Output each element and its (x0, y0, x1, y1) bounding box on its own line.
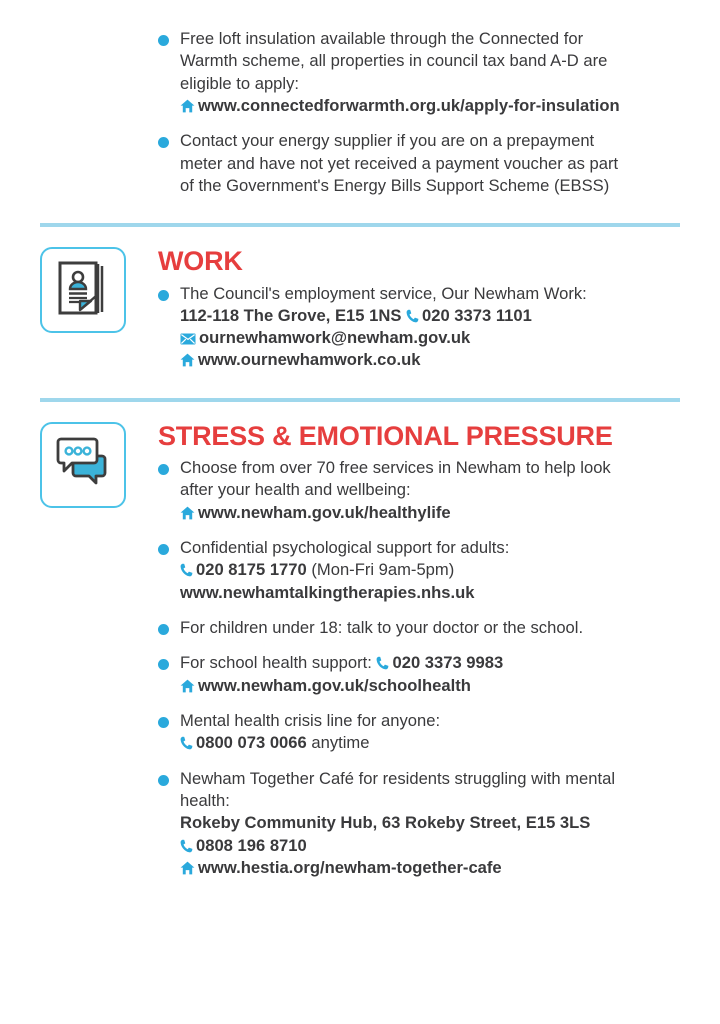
bullet-line (180, 73, 680, 95)
section-stress (0, 402, 720, 879)
line-text: Newham Together Café for residents struggling with mental (180, 768, 616, 788)
bullet-item (158, 652, 680, 697)
bullet-line (180, 559, 680, 581)
stress-title: STRESS & EMOTIONAL PRESSURE (158, 420, 613, 451)
line-text: Contact your energy supplier if you are on a prepayment (180, 131, 595, 151)
bullet-line (180, 812, 680, 834)
bullet-dot-icon (158, 464, 169, 475)
bullet-line (180, 457, 680, 479)
line-text: For school health support: (180, 653, 372, 673)
line-text: For children under 18: talk to your doctor or the school. (180, 618, 584, 637)
bullet-line (180, 327, 680, 349)
bullet-line (180, 305, 680, 327)
work-icon-column (40, 233, 158, 333)
bullet-line (180, 153, 680, 175)
line-text: Mental health crisis line for anyone: (180, 710, 441, 730)
line-text: 0800 073 0066 (196, 733, 307, 753)
work-bullet-list (158, 283, 680, 372)
stress-content (158, 408, 680, 879)
phone-icon (180, 736, 193, 750)
work-title: WORK (158, 246, 243, 277)
line-text: Rokeby Community Hub, 63 Rokeby Street, E15 3LS (180, 813, 591, 833)
line-text: www.newhamtalkingtherapies.nhs.uk (180, 582, 475, 602)
bullet-item (158, 28, 680, 117)
stress-bullet-list (158, 457, 680, 879)
bullet-dot-icon (158, 717, 169, 728)
line-text: meter and have not yet received a payment voucher as part (180, 153, 619, 173)
bullet-item (158, 768, 680, 880)
home-icon (180, 353, 195, 367)
bullet-line (180, 675, 680, 697)
bullet-line (180, 479, 680, 501)
work-icon-box (40, 247, 126, 333)
envelope-icon (180, 333, 196, 345)
cv-document-icon (57, 260, 109, 321)
line-text: Choose from over 70 free services in Newham to help look (180, 458, 611, 478)
bullet-line (180, 28, 680, 50)
stress-icon-column (40, 408, 158, 508)
bullet-line (180, 768, 680, 790)
bullet-line (180, 175, 680, 197)
bullet-line (180, 732, 680, 754)
line-text: www.newham.gov.uk/schoolhealth (198, 675, 471, 695)
bullet-line (180, 130, 680, 152)
bullet-line (180, 582, 680, 604)
speech-bubbles-icon (54, 436, 112, 493)
line-text: Warmth scheme, all properties in council tax band A-D are (180, 51, 608, 71)
line-text: ournewhamwork@newham.gov.uk (199, 328, 471, 348)
section-work (0, 227, 720, 372)
bullet-line (180, 617, 680, 639)
line-text: www.connectedforwarmth.org.uk/apply-for-insulation (198, 95, 620, 115)
line-text: 020 3373 1101 (422, 305, 532, 325)
line-text: Free loft insulation available through the Connected for (180, 29, 584, 48)
bullet-line (180, 857, 680, 879)
bullet-dot-icon (158, 290, 169, 301)
bullet-item (158, 537, 680, 604)
bullet-item (158, 130, 680, 197)
phone-icon (406, 309, 419, 323)
continued-bullets-block (0, 0, 720, 197)
line-text: eligible to apply: (180, 73, 300, 93)
line-text: Confidential psychological support for adults: (180, 538, 510, 558)
bullet-line (180, 349, 680, 371)
home-icon (180, 506, 195, 520)
line-text: after your health and wellbeing: (180, 480, 411, 500)
phone-icon (180, 563, 193, 577)
bullet-line (180, 710, 680, 732)
bullet-line (180, 835, 680, 857)
work-content (158, 233, 680, 372)
phone-icon (180, 839, 193, 853)
line-text: health: (180, 790, 230, 810)
line-text: of the Government's Energy Bills Support Scheme (EBSS) (180, 175, 610, 195)
home-icon (180, 679, 195, 693)
line-text: www.ournewhamwork.co.uk (198, 350, 421, 370)
bullet-dot-icon (158, 137, 169, 148)
stress-icon-box (40, 422, 126, 508)
bullet-item (158, 617, 680, 639)
line-text: 0808 196 8710 (196, 835, 307, 855)
bullet-line (180, 652, 680, 674)
bullet-dot-icon (158, 35, 169, 46)
line-text: 020 3373 9983 (392, 653, 504, 673)
home-icon (180, 99, 195, 113)
continued-bullet-list (158, 28, 680, 197)
line-text: 020 8175 1770 (196, 560, 307, 580)
bullet-item (158, 457, 680, 524)
line-text: (Mon-Fri 9am-5pm) (306, 560, 455, 580)
bullet-line (180, 95, 680, 117)
line-text: anytime (306, 733, 370, 753)
bullet-dot-icon (158, 775, 169, 786)
bullet-line (180, 537, 680, 559)
line-text: The Council's employment service, Our Newham Work: (180, 283, 587, 303)
home-icon (180, 861, 195, 875)
bullet-dot-icon (158, 624, 169, 635)
line-text: www.hestia.org/newham-together-cafe (198, 857, 502, 877)
bullet-dot-icon (158, 659, 169, 670)
bullet-line (180, 502, 680, 524)
line-text: www.newham.gov.uk/healthylife (198, 502, 451, 522)
bullet-item (158, 710, 680, 755)
bullet-line (180, 50, 680, 72)
phone-icon (376, 656, 389, 670)
bullet-line (180, 790, 680, 812)
bullet-dot-icon (158, 544, 169, 555)
bullet-line (180, 283, 680, 305)
bullet-item (158, 283, 680, 372)
line-text: 112-118 The Grove, E15 1NS (180, 305, 402, 325)
